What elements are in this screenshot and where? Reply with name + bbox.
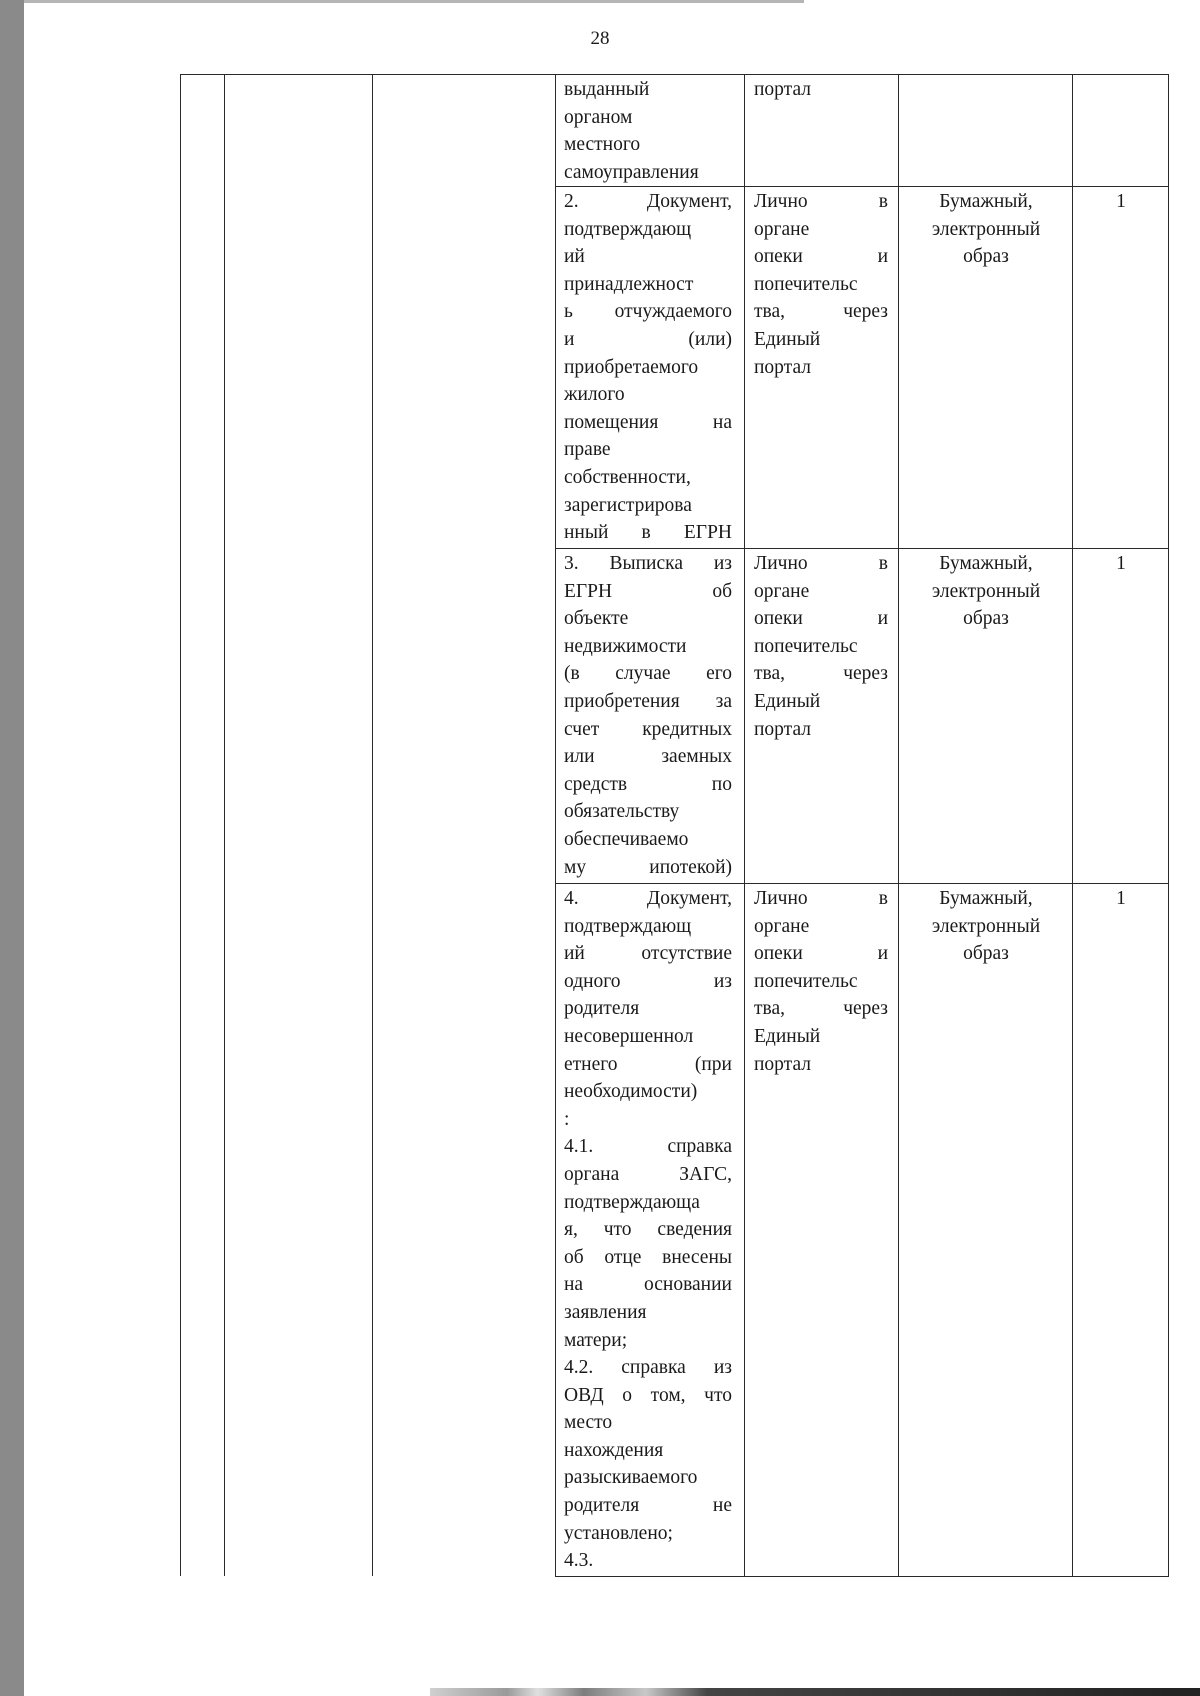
- column-divider: [1072, 74, 1073, 1576]
- table-border-top: [180, 74, 1169, 75]
- method-cell: Лично в органе опеки и попечительс тва, через Единый портал: [754, 553, 888, 740]
- row-divider: [555, 1576, 1169, 1577]
- document-cell: выданный органом местного самоуправления: [564, 79, 699, 183]
- scan-edge-left: [0, 0, 24, 1696]
- table-border-right: [1168, 74, 1169, 1576]
- form-cell: Бумажный, электронный образ: [931, 191, 1041, 268]
- table-border-left: [180, 74, 181, 1576]
- form-cell: Бумажный, электронный образ: [931, 553, 1041, 630]
- method-cell: портал: [754, 79, 811, 100]
- scan-edge-top: [24, 0, 804, 3]
- column-divider: [555, 74, 556, 1576]
- column-divider: [224, 74, 225, 1576]
- scan-edge-bottom: [430, 1688, 1200, 1696]
- count-cell: 1: [1116, 191, 1126, 212]
- row-divider: [555, 548, 1169, 549]
- count-cell: 1: [1116, 888, 1126, 909]
- method-cell: Лично в органе опеки и попечительс тва, через Единый портал: [754, 191, 888, 378]
- method-cell: Лично в органе опеки и попечительс тва, через Единый портал: [754, 888, 888, 1075]
- document-cell: 2. Документ, подтверждающ ий принадлежност ь отчуждаемого и (или) приобретаемого жилого помещения на праве собственности, зарегистрирова нный в ЕГРН: [564, 191, 732, 544]
- row-divider: [555, 883, 1169, 884]
- column-divider: [744, 74, 745, 1576]
- column-divider: [372, 74, 373, 1576]
- column-divider: [898, 74, 899, 1576]
- form-cell: Бумажный, электронный образ: [931, 888, 1041, 965]
- page-number: 28: [590, 28, 610, 49]
- count-cell: 1: [1116, 553, 1126, 574]
- document-cell: 3. Выписка из ЕГРН об объекте недвижимости (в случае его приобретения за счет кредитных или заемных средств по обязательству обеспечиваемо му ипотекой): [564, 553, 732, 878]
- document-cell: 4. Документ, подтверждающ ий отсутствие одного из родителя несовершеннол етнего (при необходимости) : 4.1. справка органа ЗАГС, подтверждающа я, что сведения об отце внесены на основании заявления матери; 4.2. справка из ОВД о том, что место нахождения разыскиваемого родителя не установлено; 4.3.: [564, 888, 732, 1572]
